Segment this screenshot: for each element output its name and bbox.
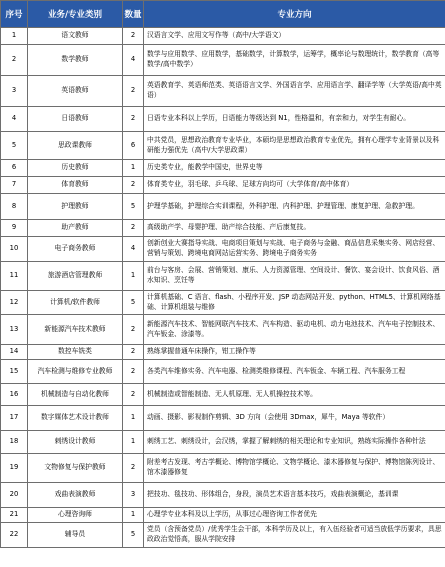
row-direction: 高级助产学、母婴护理、助产综合技能、产后康复技。 (144, 220, 445, 237)
row-direction: 日语专业本科以上学历，日语能力等级达到 N1，性格温和，有亲和力，对学生有耐心。 (144, 107, 445, 132)
row-serial: 11 (1, 262, 28, 291)
row-serial: 14 (1, 345, 28, 360)
header-serial: 序号 (1, 1, 28, 28)
header-direction: 专业方向 (144, 1, 445, 28)
row-count: 2 (123, 28, 144, 45)
table-row (1, 160, 445, 177)
row-category: 数字媒体艺术设计教师 (28, 406, 123, 431)
row-serial: 8 (1, 194, 28, 220)
row-category: 思政课教师 (28, 132, 123, 160)
row-serial: 19 (1, 454, 28, 483)
row-count: 5 (123, 194, 144, 220)
table-row (1, 483, 445, 508)
row-category: 戏曲表演教师 (28, 483, 123, 508)
row-direction: 体育类专业，羽毛球、乒乓球、足球方向均可（大学体育/高中体育） (144, 177, 445, 194)
row-count: 2 (123, 107, 144, 132)
header-count: 数量 (123, 1, 144, 28)
row-direction: 计算机基础、C 语言、flash、小程序开发、JSP 动态网站开发、python、HTML5、计算机网络基础、计算机组装与维修 (144, 291, 445, 315)
row-serial: 12 (1, 291, 28, 315)
table-row (1, 237, 445, 262)
row-category: 文物修复与保护教师 (28, 454, 123, 483)
row-direction: 创新创业大赛指导实战、电商项目策划与实战、电子商务与金融、商品信息采集实务、网店经营、营销与策划、跨境电商网站运营实务、跨境电子商务实务 (144, 237, 445, 262)
row-count: 3 (123, 483, 144, 508)
row-direction: 历史类专业，能教学中国史，世界史等 (144, 160, 445, 177)
row-category: 计算机/软件教师 (28, 291, 123, 315)
row-serial: 7 (1, 177, 28, 194)
row-category: 机械制造与自动化教师 (28, 384, 123, 406)
table-row (1, 406, 445, 431)
row-direction: 各类汽车维修实务、汽车电器、检测类维修课程、汽车钣金、车辆工程、汽车服务工程 (144, 360, 445, 384)
row-category: 助产教师 (28, 220, 123, 237)
row-serial: 21 (1, 508, 28, 523)
row-serial: 5 (1, 132, 28, 160)
row-serial: 2 (1, 45, 28, 76)
row-serial: 18 (1, 431, 28, 454)
row-serial: 16 (1, 384, 28, 406)
row-direction: 刺绣工艺、刺绣设计，会汉绣，掌握了解刺绣的相关理论和专业知识，熟练实际操作各种针法 (144, 431, 445, 454)
row-count: 1 (123, 508, 144, 523)
row-direction: 数学与应用数学、应用数学，基础数学，计算数学，运筹学，概率论与数理统计，数学教育（高等数学/高中数学） (144, 45, 445, 76)
row-direction: 机械制造或智能制造、无人机原理、无人机操控技术等。 (144, 384, 445, 406)
table-row (1, 523, 445, 548)
row-count: 2 (123, 345, 144, 360)
row-serial: 6 (1, 160, 28, 177)
row-count: 2 (123, 384, 144, 406)
header-category: 业务/专业类别 (28, 1, 123, 28)
row-count: 2 (123, 454, 144, 483)
row-category: 英语教师 (28, 76, 123, 107)
row-count: 1 (123, 406, 144, 431)
table-row (1, 454, 445, 483)
table-row (1, 177, 445, 194)
row-direction: 中共党员，思想政治教育专业毕业，本硕均是思想政治教育专业优先，拥有心理学专业背景以及科研能力强优先（高中/大学思政课） (144, 132, 445, 160)
table-row (1, 431, 445, 454)
row-count: 1 (123, 160, 144, 177)
row-direction: 把技功、毯技功、形体组合，身段，演员艺术语言基本技巧，戏曲表演概论，基训课 (144, 483, 445, 508)
row-direction: 熟练掌握普通车床操作，钳工操作等 (144, 345, 445, 360)
table-row (1, 508, 445, 523)
table-row (1, 107, 445, 132)
row-direction: 汉语言文学、应用文写作等（高中/大学语文） (144, 28, 445, 45)
row-count: 2 (123, 315, 144, 345)
row-category: 数学教师 (28, 45, 123, 76)
row-category: 新能源汽车技术教师 (28, 315, 123, 345)
row-count: 1 (123, 431, 144, 454)
row-count: 5 (123, 291, 144, 315)
row-count: 4 (123, 237, 144, 262)
row-serial: 15 (1, 360, 28, 384)
row-category: 日语教师 (28, 107, 123, 132)
table-header-row (1, 1, 445, 28)
row-category: 历史教师 (28, 160, 123, 177)
table-row (1, 28, 445, 45)
row-count: 2 (123, 177, 144, 194)
row-category: 心理咨询师 (28, 508, 123, 523)
table-row (1, 345, 445, 360)
row-category: 汽车检测与维修专业教师 (28, 360, 123, 384)
row-count: 2 (123, 76, 144, 107)
row-category: 刺绣设计教师 (28, 431, 123, 454)
row-category: 数控车铣类 (28, 345, 123, 360)
row-serial: 9 (1, 220, 28, 237)
table-row (1, 291, 445, 315)
table-row (1, 45, 445, 76)
row-count: 4 (123, 45, 144, 76)
row-direction: 前台与客房、会展、营销策划、康乐、人力资源管理、空间设计、餐饮、宴会设计、饮食风俗、酒水知识、烹饪等 (144, 262, 445, 291)
table-row (1, 220, 445, 237)
table-row (1, 360, 445, 384)
row-serial: 1 (1, 28, 28, 45)
row-direction: 心理学专业本科及以上学历，从事过心理咨询工作者优先 (144, 508, 445, 523)
row-count: 1 (123, 262, 144, 291)
table-row (1, 76, 445, 107)
row-direction: 护理学基础，护理综合实训课程，外科护理、内科护理、护理管理、康复护理、急救护理。 (144, 194, 445, 220)
row-direction: 党员（含预备党员）/优秀学生会干部，本科学历及以上，有入伍经验者可适当放低学历要求，具思政政治觉悟高，服从学院安排 (144, 523, 445, 548)
table-body (1, 28, 445, 548)
row-count: 2 (123, 360, 144, 384)
table-row (1, 384, 445, 406)
row-serial: 13 (1, 315, 28, 345)
row-category: 旅游酒店管理教师 (28, 262, 123, 291)
row-serial: 4 (1, 107, 28, 132)
row-direction: 动画、摄影、影视制作剪辑、3D 方向（会使用 3Dmax，犀牛，Maya 等软件） (144, 406, 445, 431)
row-direction: 附差考古发现、考古学概论、博物馆学概论、文物学概论、漆木器修复与保护、博物馆陈列设计、馆木漆器修复 (144, 454, 445, 483)
row-serial: 17 (1, 406, 28, 431)
row-count: 2 (123, 220, 144, 237)
row-count: 5 (123, 523, 144, 548)
row-count: 6 (123, 132, 144, 160)
row-serial: 10 (1, 237, 28, 262)
row-category: 电子商务教师 (28, 237, 123, 262)
table-row (1, 315, 445, 345)
row-serial: 22 (1, 523, 28, 548)
table-row (1, 262, 445, 291)
table-row (1, 132, 445, 160)
row-category: 辅导员 (28, 523, 123, 548)
row-category: 护理教师 (28, 194, 123, 220)
row-direction: 新能源汽车技术、智能网联汽车技术、汽车构造、驱动电机、动力电池技术、汽车电子控制技术、汽车钣金、涂漆等。 (144, 315, 445, 345)
table-row (1, 194, 445, 220)
row-category: 语文教师 (28, 28, 123, 45)
row-serial: 3 (1, 76, 28, 107)
row-serial: 20 (1, 483, 28, 508)
row-category: 体育教师 (28, 177, 123, 194)
row-direction: 英语教育学、英语师范类、英语语言文学、外国语言学、应用语言学、翻译学等（大学英语/高中英语） (144, 76, 445, 107)
